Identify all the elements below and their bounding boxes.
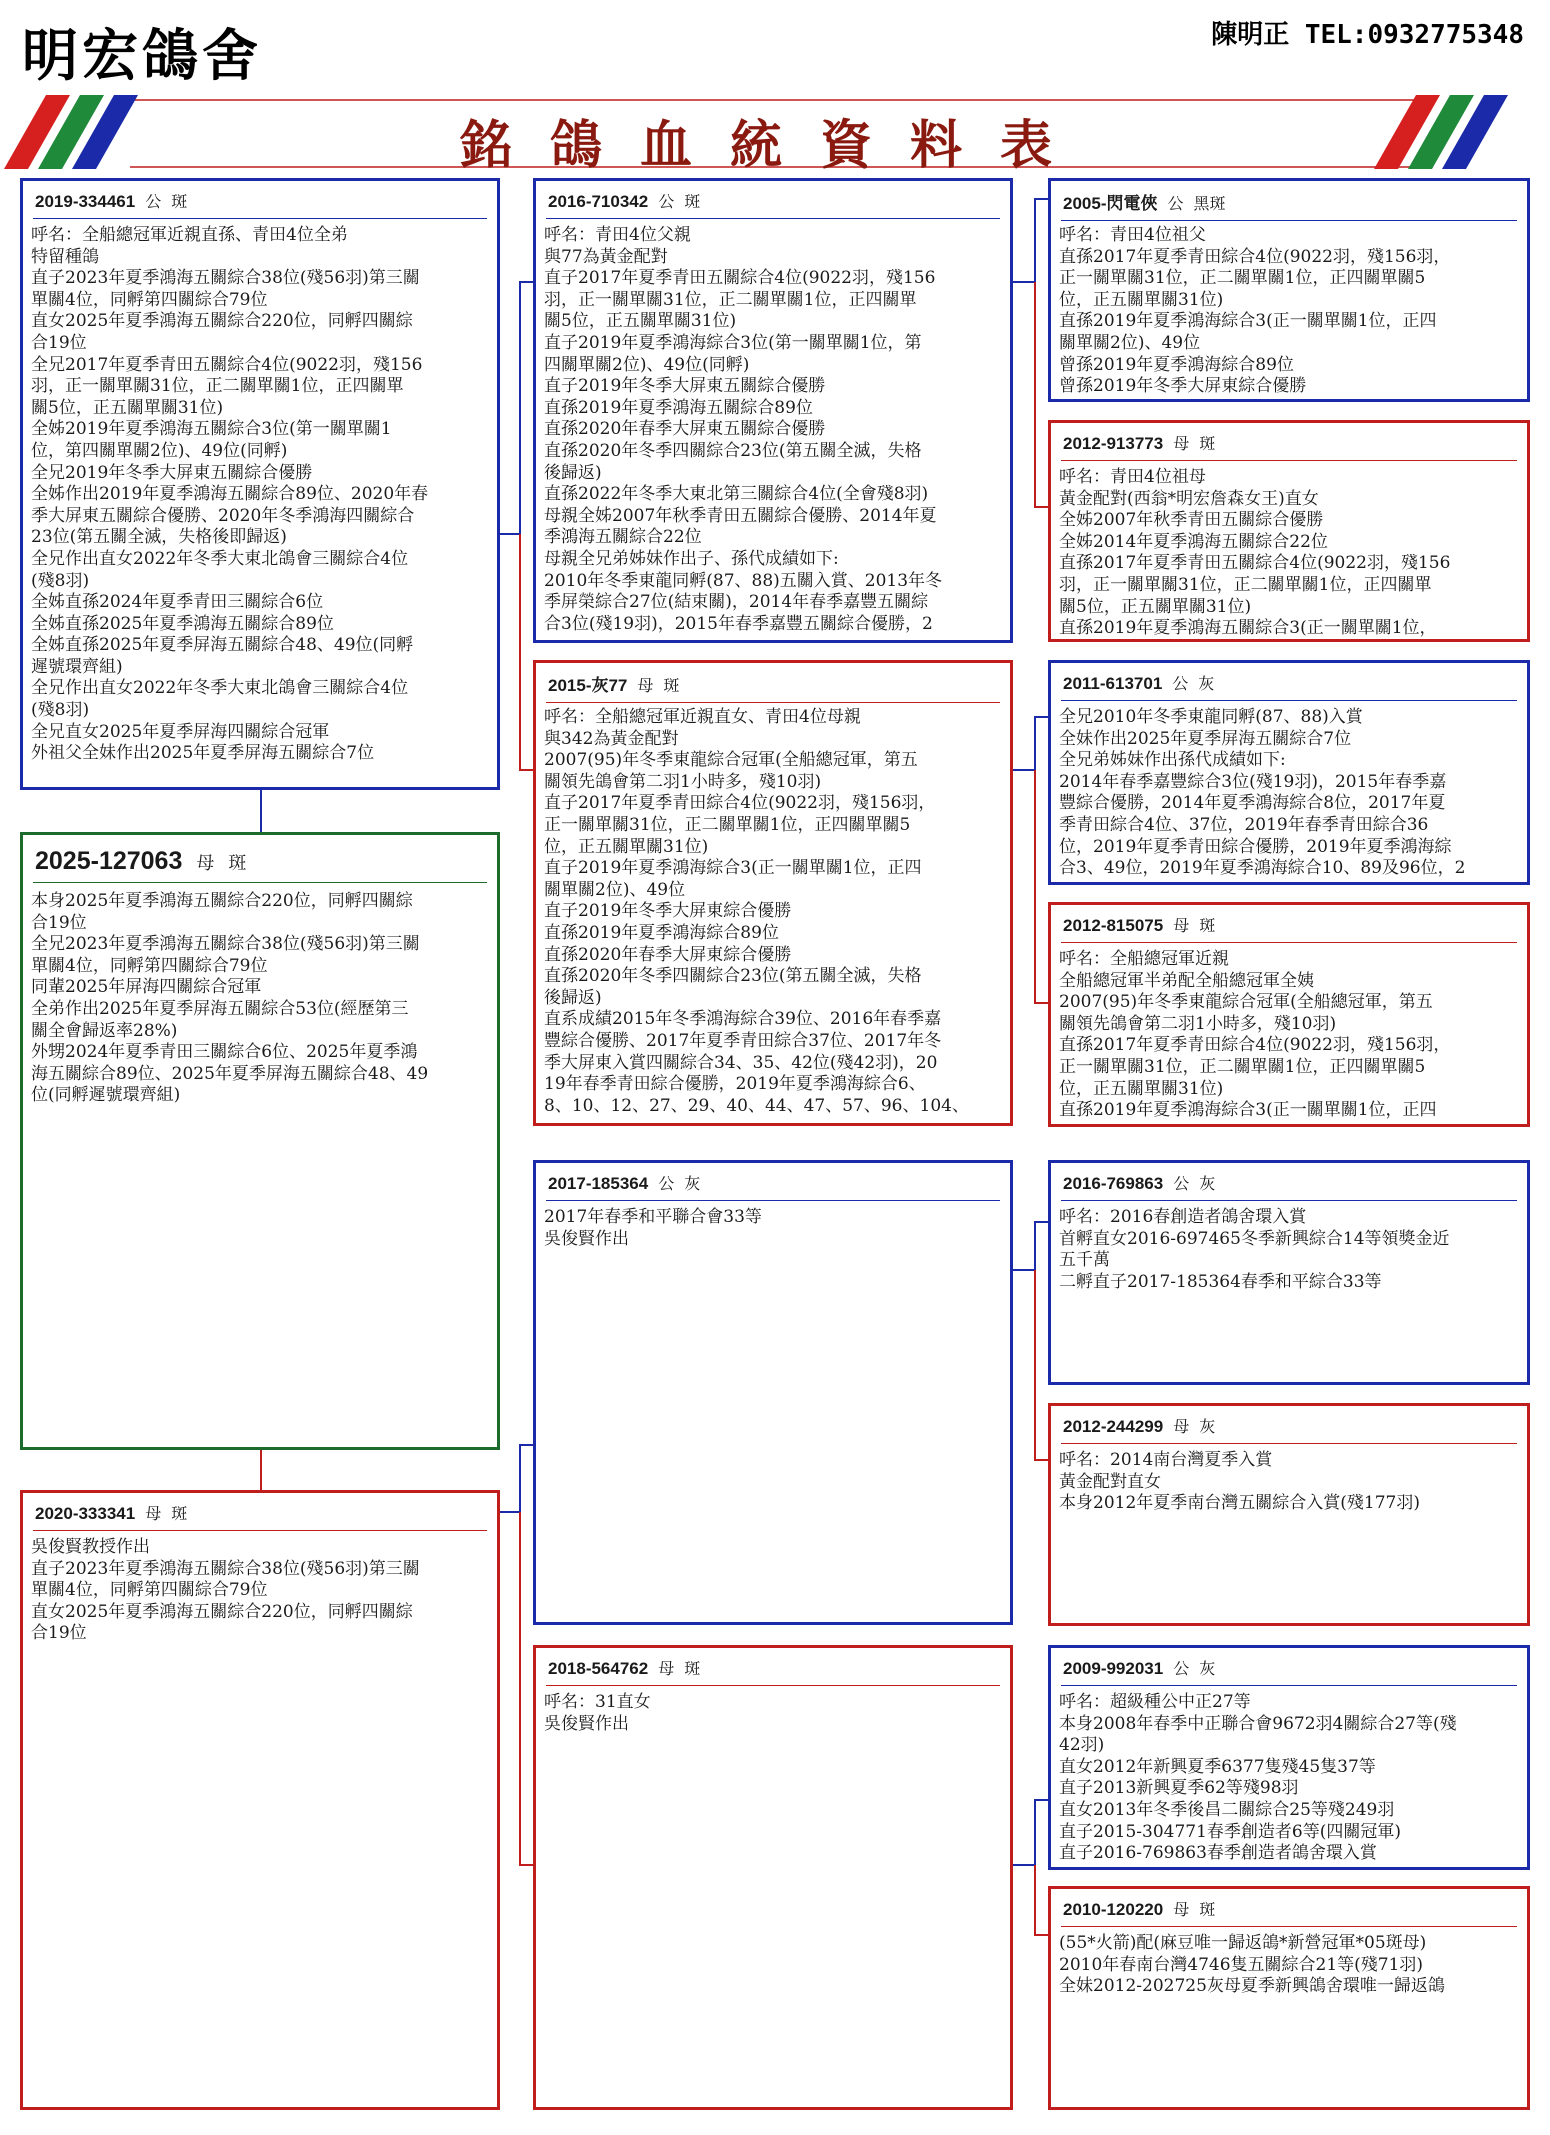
- card-header: [546, 671, 1000, 703]
- sex-label: 公: [658, 194, 675, 211]
- note-line: 合19位: [31, 912, 87, 933]
- note-line: 正一關單關31位，正二關單關1位，正四關單關5: [1059, 268, 1426, 289]
- sex-label: 公: [1167, 196, 1184, 213]
- sex-label: 母: [1173, 436, 1190, 453]
- pedigree-notes: [1059, 949, 1519, 1122]
- ring-number: 2012-815075: [1063, 916, 1164, 935]
- dam-card: [20, 1490, 500, 2110]
- card-header: [546, 1656, 1000, 1686]
- note-line: 海五關綜合89位、2025年夏季屏海五關綜合48、49: [31, 1063, 429, 1084]
- note-line: 關5位，正五關單關31位): [544, 311, 737, 332]
- note-line: 2007(95)年冬季東龍綜合冠軍(全船總冠軍，第五: [1059, 992, 1433, 1013]
- color-label: 斑: [171, 194, 188, 211]
- note-line: 直子2013新興夏季62等殘98羽: [1059, 1778, 1299, 1799]
- subject-card: [20, 832, 500, 1450]
- note-line: 直子2019年冬季大屏東五關綜合優勝: [544, 376, 826, 397]
- note-line: 23位(第五關全滅，失格後即歸返): [31, 527, 287, 548]
- note-line: 直子2015-304771春季創造者6等(四關冠軍): [1059, 1821, 1401, 1842]
- note-line: 季大屏東入賞四關綜合34、35、42位(殘42羽)，20: [544, 1052, 938, 1073]
- note-line: 呼名：全船總冠軍近親直女、青田4位母親: [544, 707, 861, 727]
- pedigree-notes: [544, 1692, 1002, 2105]
- color-label: 斑: [171, 1506, 188, 1523]
- note-line: 合3、49位，2019年夏季鴻海綜合10、89及96位，2: [1059, 858, 1466, 879]
- note-line: 直孫2019年夏季鴻海綜合3(正一關單關1位，正四: [1059, 1100, 1437, 1121]
- card-header: [546, 189, 1000, 219]
- note-line: 直子2019年夏季鴻海綜合3(正一關單關1位，正四: [544, 858, 922, 879]
- sex-label: 母: [637, 678, 654, 695]
- pedigree-notes: [544, 707, 1002, 1121]
- note-line: 遲號環齊組): [31, 656, 123, 677]
- note-line: 季屏榮綜合27位(結束關)，2014年春季嘉豐五關綜: [544, 592, 929, 613]
- sex-label: 公: [1173, 1176, 1190, 1193]
- contact-info: 陳明正 TEL:0932775348: [1211, 20, 1524, 50]
- note-line: 全妹作出2025年夏季屏海五關綜合7位: [1059, 728, 1352, 749]
- note-line: 全姊直孫2025年夏季鴻海五關綜合89位: [31, 613, 334, 634]
- sex-label: 公: [1172, 676, 1189, 693]
- sex-label: 公: [1173, 1661, 1190, 1678]
- note-line: 本身2012年夏季南台灣五關綜合入賞(殘177羽): [1059, 1493, 1420, 1514]
- note-line: 全妹2012-202725灰母夏季新興鴿舍環唯一歸返鴿: [1059, 1976, 1445, 1997]
- note-line: 直孫2017年夏季青田五關綜合4位(9022羽，殘156: [1059, 553, 1451, 574]
- ring-number: 2009-992031: [1063, 1659, 1164, 1678]
- note-line: 直子2016-769863春季創造者鴿舍環入賞: [1059, 1843, 1377, 1864]
- note-line: 季鴻海五關綜合22位: [544, 527, 702, 548]
- note-line: 42羽): [1059, 1735, 1105, 1756]
- ring-number: 2017-185364: [548, 1174, 649, 1193]
- note-line: 全姊2007年秋季青田五關綜合優勝: [1059, 510, 1324, 531]
- note-line: 黃金配對直女: [1059, 1471, 1161, 1492]
- note-line: 2014年春季嘉豐綜合3位(殘19羽)，2015年春季嘉: [1059, 771, 1447, 792]
- pedigree-notes: [1059, 225, 1519, 397]
- note-line: 直女2025年夏季鴻海五關綜合220位，同孵四關綜: [31, 1601, 413, 1622]
- note-line: 全兄2023年夏季鴻海五關綜合38位(殘56羽)第三關: [31, 934, 420, 955]
- color-label: 灰: [1199, 1419, 1216, 1436]
- note-line: 曾孫2019年冬季大屏東綜合優勝: [1059, 376, 1307, 397]
- card-header: [1061, 431, 1517, 461]
- note-line: 直孫2022年冬季大東北第三關綜合4位(全會殘8羽): [544, 484, 929, 505]
- note-line: 直女2013年冬季後昌二關綜合25等殘249羽: [1059, 1799, 1395, 1820]
- card-header: [1061, 1897, 1517, 1927]
- brand-name: 明宏鴿舍: [22, 23, 262, 89]
- sdd-card: [1048, 902, 1530, 1127]
- note-line: 位，正五關單關31位): [544, 836, 709, 857]
- pedigree-notes: [544, 1207, 1002, 1620]
- note-line: 直孫2020年春季大屏東綜合優勝: [544, 944, 792, 965]
- note-line: 直子2019年夏季鴻海綜合3位(第一關單關1位，第: [544, 332, 922, 353]
- note-line: 與77為黃金配對: [544, 246, 668, 267]
- note-line: 關5位，正五關單關31位): [31, 397, 224, 418]
- note-line: 直孫2020年冬季四關綜合23位(第五關全滅，失格: [544, 440, 922, 461]
- note-line: 曾孫2019年夏季鴻海綜合89位: [1059, 354, 1294, 375]
- card-header: [1061, 1656, 1517, 1686]
- note-line: 直子2019年冬季大屏東綜合優勝: [544, 901, 792, 922]
- note-line: 直系成績2015年冬季鴻海綜合39位、2016年春季嘉: [544, 1009, 942, 1030]
- note-line: 直孫2019年夏季鴻海五關綜合89位: [544, 397, 813, 418]
- sex-label: 公: [658, 1176, 675, 1193]
- note-line: 季青田綜合4位、37位，2019年春季青田綜合36: [1059, 814, 1429, 835]
- note-line: 全船總冠軍半弟配全船總冠軍全姨: [1059, 970, 1314, 991]
- note-line: 全弟作出2025年夏季屏海五關綜合53位(經歷第三: [31, 998, 409, 1019]
- pedigree-notes: [31, 1537, 489, 2105]
- note-line: 呼名：2016春創造者鴿舍環入賞: [1059, 1207, 1307, 1227]
- pedigree-notes: [1059, 707, 1519, 880]
- note-line: 全兄作出直女2022年冬季大東北鴿會三關綜合4位: [31, 548, 409, 569]
- color-label: 斑: [684, 1661, 701, 1678]
- color-label: 灰: [1198, 676, 1215, 693]
- card-header: [546, 1171, 1000, 1201]
- note-line: 豐綜合優勝、2017年夏季青田綜合37位、2017年冬: [544, 1030, 942, 1051]
- note-line: 特留種鴿: [31, 246, 99, 267]
- color-label: 斑: [684, 194, 701, 211]
- ring-number: 2005-閃電俠: [1063, 194, 1158, 213]
- card-header: [1061, 189, 1517, 221]
- sds-card: [1048, 660, 1530, 885]
- note-line: 關5位，正五關單關31位): [1059, 596, 1252, 617]
- note-line: 關全會歸返率28%): [31, 1020, 178, 1041]
- note-line: 直子2017年夏季青田綜合4位(9022羽，殘156羽，: [544, 793, 936, 814]
- dsd-card: [1048, 1403, 1530, 1626]
- note-line: 同輩2025年屏海四關綜合冠軍: [31, 977, 262, 998]
- ring-number: 2018-564762: [548, 1659, 649, 1678]
- color-label: 斑: [1199, 436, 1216, 453]
- ssd-card: [1048, 420, 1530, 642]
- note-line: 母親全姊2007年秋季青田五關綜合優勝、2014年夏: [544, 505, 937, 526]
- note-line: 位，第四關單關2位)、49位(同孵): [31, 440, 288, 461]
- note-line: 季大屏東五關綜合優勝、2020年冬季鴻海四關綜合: [31, 505, 415, 526]
- sire-sire-card: [533, 178, 1013, 643]
- color-label: 黑斑: [1193, 196, 1226, 213]
- sex-label: 母: [658, 1661, 675, 1678]
- note-line: 19年春季青田綜合優勝，2019年夏季鴻海綜合6、: [544, 1074, 926, 1095]
- sex-label: 母: [1173, 1902, 1190, 1919]
- note-line: 羽，正一關單關31位，正二關單關1位，正四關單: [544, 289, 917, 310]
- ring-number: 2025-127063: [35, 847, 183, 875]
- ring-number: 2012-913773: [1063, 434, 1164, 453]
- note-line: 羽，正一關單關31位，正二關單關1位，正四關單: [31, 376, 404, 397]
- dam-header: [33, 1501, 487, 1531]
- page-title: 銘鴿血統資料表: [459, 115, 1090, 176]
- color-label: 灰: [1199, 1661, 1216, 1678]
- note-line: 位(同孵遲號環齊組): [31, 1085, 181, 1106]
- ring-number: 2019-334461: [35, 192, 136, 211]
- note-line: 正一關單關31位，正二關單關1位，正四關單關5: [544, 814, 911, 835]
- note-line: 2010年春南台灣4746隻五關綜合21等(殘71羽): [1059, 1954, 1424, 1975]
- sex-label: 母: [1173, 918, 1190, 935]
- pedigree-notes: [31, 225, 489, 785]
- note-line: 直子2023年夏季鴻海五關綜合38位(殘56羽)第三關: [31, 268, 420, 289]
- note-line: 吳俊賢作出: [544, 1713, 629, 1734]
- note-line: 全姊直孫2025年夏季屏海五關綜合48、49位(同孵: [31, 635, 414, 656]
- card-header: [1061, 1171, 1517, 1201]
- note-line: 單關4位，同孵第四關綜合79位: [31, 289, 268, 310]
- note-line: 全兄2017年夏季青田五關綜合4位(9022羽，殘156: [31, 354, 423, 375]
- card-header: [1061, 671, 1517, 701]
- note-line: 2007(95)年冬季東龍綜合冠軍(全船總冠軍，第五: [544, 750, 918, 771]
- note-line: 位，正五關單關31位): [1059, 1078, 1224, 1099]
- subject-header: [33, 847, 487, 883]
- note-line: 後歸返): [544, 462, 602, 483]
- note-line: 直女2012年新興夏季6377隻殘45隻37等: [1059, 1756, 1376, 1777]
- note-line: 呼名：超級種公中正27等: [1059, 1692, 1251, 1712]
- ring-number: 2010-120220: [1063, 1900, 1164, 1919]
- note-line: (55*火箭)配(麻豆唯一歸返鴿*新營冠軍*05斑母): [1059, 1933, 1427, 1953]
- note-line: 直女2025年夏季鴻海五關綜合220位，同孵四關綜: [31, 311, 413, 332]
- note-line: 與342為黃金配對: [544, 728, 679, 749]
- ring-number: 2011-613701: [1063, 674, 1163, 693]
- dss-card: [1048, 1160, 1530, 1385]
- sire-header: [33, 189, 487, 219]
- card-header: [1061, 913, 1517, 943]
- color-label: 斑: [1199, 918, 1216, 935]
- sire-dam-card: [533, 660, 1013, 1126]
- note-line: 直子2017年夏季青田五關綜合4位(9022羽，殘156: [544, 268, 936, 289]
- note-line: 2017年春季和平聯合會33等: [544, 1207, 762, 1227]
- note-line: 吳俊賢教授作出: [31, 1537, 150, 1557]
- color-label: 灰: [1199, 1176, 1216, 1193]
- note-line: 位，2019年夏季青田綜合優勝，2019年夏季鴻海綜: [1059, 836, 1452, 857]
- note-line: 全兄直女2025年夏季屏海四關綜合冠軍: [31, 721, 330, 742]
- sex-label: 公: [145, 194, 162, 211]
- ring-number: 2015-灰77: [548, 676, 628, 695]
- pedigree-notes: [1059, 467, 1519, 637]
- note-line: 合19位: [31, 1623, 87, 1644]
- note-line: 外甥2024年夏季青田三關綜合6位、2025年夏季鴻: [31, 1042, 418, 1063]
- note-line: 關單關2位)、49位: [1059, 332, 1201, 353]
- note-line: 五千萬: [1059, 1250, 1110, 1271]
- note-line: 全姊直孫2024年夏季青田三關綜合6位: [31, 592, 324, 613]
- note-line: 外祖父全妹作出2025年夏季屏海五關綜合7位: [31, 743, 375, 764]
- pedigree-notes: [31, 891, 489, 1445]
- note-line: 位，正五關單關31位): [1059, 289, 1224, 310]
- note-line: 全兄弟姊妹作出孫代成績如下:: [1059, 750, 1286, 771]
- note-line: 2010年冬季東龍同孵(87、88)五關入賞、2013年冬: [544, 570, 943, 591]
- note-line: 本身2025年夏季鴻海五關綜合220位，同孵四關綜: [31, 891, 413, 911]
- note-line: 後歸返): [544, 987, 602, 1008]
- note-line: 直孫2019年夏季鴻海綜合3(正一關單關1位，正四: [1059, 311, 1437, 332]
- card-header: [1061, 1414, 1517, 1444]
- note-line: 呼名：全船總冠軍近親: [1059, 949, 1229, 969]
- note-line: 呼名：青田4位祖父: [1059, 225, 1206, 245]
- sss-card: [1048, 178, 1530, 402]
- pedigree-notes: [544, 225, 1002, 638]
- note-line: 全姊2014年夏季鴻海五關綜合22位: [1059, 531, 1328, 552]
- note-line: 單關4位，同孵第四關綜合79位: [31, 1580, 268, 1601]
- note-line: 直孫2020年春季大屏東五關綜合優勝: [544, 419, 826, 440]
- pedigree-notes: [1059, 1933, 1519, 2105]
- note-line: 呼名：青田4位祖母: [1059, 467, 1206, 487]
- note-line: 全姊作出2019年夏季鴻海五關綜合89位、2020年春: [31, 484, 429, 505]
- note-line: 關領先鴿會第二羽1小時多，殘10羽): [544, 771, 822, 792]
- pedigree-notes: [1059, 1692, 1519, 1865]
- note-line: 豐綜合優勝，2014年夏季鴻海綜合8位，2017年夏: [1059, 793, 1446, 814]
- note-line: 直孫2019年夏季鴻海五關綜合3(正一關單關1位，: [1059, 618, 1437, 637]
- color-label: 灰: [684, 1176, 701, 1193]
- ring-number: 2020-333341: [35, 1504, 136, 1523]
- note-line: 關領先鴿會第二羽1小時多，殘10羽): [1059, 1013, 1337, 1034]
- ddd-card: [1048, 1886, 1530, 2110]
- dds-card: [1048, 1645, 1530, 1870]
- note-line: 全兄作出直女2022年冬季大東北鴿會三關綜合4位: [31, 678, 409, 699]
- sire-card: [20, 178, 500, 790]
- note-line: 直孫2017年夏季青田綜合4位(9022羽，殘156羽，: [1059, 1035, 1451, 1056]
- note-line: 四關單關2位)、49位(同孵): [544, 354, 750, 375]
- pedigree-notes: [1059, 1450, 1519, 1621]
- note-line: 合19位: [31, 332, 87, 353]
- note-line: 本身2008年春季中正聯合會9672羽4關綜合27等(殘: [1059, 1713, 1457, 1734]
- note-line: 呼名：青田4位父親: [544, 225, 691, 245]
- ring-number: 2016-769863: [1063, 1174, 1164, 1193]
- note-line: 呼名：全船總冠軍近親直孫、青田4位全弟: [31, 225, 348, 245]
- note-line: (殘8羽): [31, 570, 90, 591]
- note-line: 直孫2019年夏季鴻海綜合89位: [544, 922, 779, 943]
- sex-label: 母: [196, 853, 215, 873]
- color-label: 斑: [228, 853, 247, 873]
- note-line: 正一關單關31位，正二關單關1位，正四關單關5: [1059, 1056, 1426, 1077]
- note-line: 直孫2020年冬季四關綜合23位(第五關全滅，失格: [544, 966, 922, 987]
- note-line: 羽，正一關單關31位，正二關單關1位，正四關單: [1059, 574, 1432, 595]
- note-line: 全兄2019年冬季大屏東五關綜合優勝: [31, 462, 313, 483]
- note-line: 母親全兄弟姊妹作出子、孫代成績如下:: [544, 548, 839, 569]
- pedigree-notes: [1059, 1207, 1519, 1380]
- note-line: 吳俊賢作出: [544, 1228, 629, 1249]
- color-label: 斑: [1199, 1902, 1216, 1919]
- note-line: 合3位(殘19羽)，2015年春季嘉豐五關綜合優勝，2: [544, 613, 933, 634]
- note-line: 直子2023年夏季鴻海五關綜合38位(殘56羽)第三關: [31, 1558, 420, 1579]
- note-line: 全兄2010年冬季東龍同孵(87、88)入賞: [1059, 707, 1363, 727]
- note-line: 直孫2017年夏季青田綜合4位(9022羽，殘156羽，: [1059, 246, 1451, 267]
- note-line: 二孵直子2017-185364春季和平綜合33等: [1059, 1271, 1382, 1292]
- note-line: 單關4位，同孵第四關綜合79位: [31, 955, 268, 976]
- ring-number: 2016-710342: [548, 192, 649, 211]
- note-line: (殘8羽): [31, 700, 90, 721]
- note-line: 首孵直女2016-697465冬季新興綜合14等領獎金近: [1059, 1228, 1450, 1249]
- note-line: 全姊2019年夏季鴻海五關綜合3位(第一關單關1: [31, 419, 392, 440]
- note-line: 呼名：31直女: [544, 1692, 651, 1712]
- note-line: 8、10、12、27、29、40、44、47、57、96、104、: [544, 1095, 969, 1116]
- dam-dam-card: [533, 1645, 1013, 2110]
- dam-sire-card: [533, 1160, 1013, 1625]
- note-line: 呼名：2014南台灣夏季入賞: [1059, 1450, 1273, 1470]
- ring-number: 2012-244299: [1063, 1417, 1164, 1436]
- color-label: 斑: [663, 678, 680, 695]
- note-line: 黃金配對(西翁*明宏詹森女王)直女: [1059, 488, 1319, 509]
- sex-label: 母: [145, 1506, 162, 1523]
- sex-label: 母: [1173, 1419, 1190, 1436]
- note-line: 關單關2位)、49位: [544, 879, 686, 900]
